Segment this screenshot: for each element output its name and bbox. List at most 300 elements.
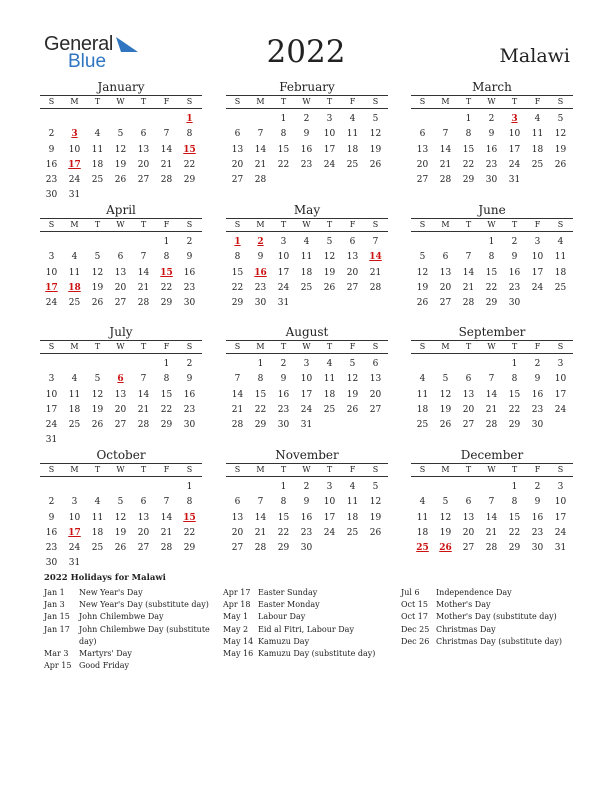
day-cell: 30 <box>254 298 267 309</box>
day-cell: 9 <box>488 129 495 140</box>
weekday-label: T <box>140 465 147 474</box>
day-cell: 16 <box>508 267 521 278</box>
day-cell: 8 <box>280 129 287 140</box>
holiday-date: Jan 17 <box>44 624 70 634</box>
day-cell: 24 <box>508 159 521 170</box>
day-cell: 28 <box>137 420 150 431</box>
holiday-date: Apr 18 <box>223 600 251 610</box>
day-cell: 25 <box>323 404 336 415</box>
day-cell: 11 <box>531 129 544 140</box>
day-cell: 28 <box>485 543 498 554</box>
day-cell: 5 <box>372 114 379 124</box>
month-name: March <box>472 80 512 94</box>
weekday-label: T <box>326 342 333 351</box>
day-cell: 18 <box>416 404 429 415</box>
day-cell: 13 <box>231 144 244 155</box>
empty-cell <box>480 480 503 495</box>
weekday-label: S <box>186 465 193 474</box>
day-cell: 12 <box>323 252 336 263</box>
empty-cell <box>109 112 132 127</box>
day-cell: 7 <box>442 129 449 140</box>
weekday-label: S <box>419 97 426 106</box>
day-cell: 8 <box>465 129 472 140</box>
holiday-day: 17 <box>45 282 58 293</box>
weekday-header <box>411 463 573 477</box>
empty-cell <box>226 112 249 127</box>
day-cell: 23 <box>300 527 313 538</box>
weekday-label: M <box>256 220 265 229</box>
day-cell: 18 <box>300 267 313 278</box>
empty-cell <box>226 480 249 495</box>
empty-cell <box>63 235 86 250</box>
day-cell: 6 <box>465 374 472 385</box>
day-cell: 22 <box>485 282 498 293</box>
day-cell: 2 <box>488 114 495 124</box>
holiday-name: Independence Day <box>436 588 512 597</box>
holiday-name: Labour Day <box>258 612 306 622</box>
weekday-label: S <box>557 465 564 474</box>
day-cell: 10 <box>323 129 336 140</box>
weekday-label: M <box>441 465 450 474</box>
day-cell: 29 <box>160 298 173 309</box>
month-name: January <box>97 80 145 94</box>
day-cell: 28 <box>439 175 452 186</box>
day-cell: 28 <box>369 282 382 293</box>
holiday-column <box>44 587 214 672</box>
day-cell: 24 <box>45 298 58 309</box>
day-cell: 13 <box>137 144 150 155</box>
day-cell: 24 <box>554 404 567 415</box>
day-cell: 29 <box>183 175 196 186</box>
day-cell: 14 <box>137 389 150 400</box>
empty-cell <box>155 480 178 495</box>
day-cell: 17 <box>554 512 567 523</box>
day-cell: 5 <box>326 237 333 247</box>
month-may <box>226 203 388 311</box>
day-cell: 28 <box>485 420 498 431</box>
day-cell: 22 <box>183 159 196 170</box>
day-cell: 9 <box>303 129 310 140</box>
day-cell: 26 <box>114 175 127 186</box>
day-cell: 12 <box>91 389 104 400</box>
day-cell: 23 <box>485 159 498 170</box>
holiday-date: Oct 15 <box>401 600 428 610</box>
day-cell: 24 <box>323 527 336 538</box>
holiday-row <box>223 648 393 660</box>
weekday-label: W <box>302 220 311 229</box>
day-cell: 19 <box>91 404 104 415</box>
holiday-date: Oct 17 <box>401 612 428 622</box>
day-cell: 16 <box>277 389 290 400</box>
day-cell: 2 <box>186 237 193 247</box>
day-cell: 14 <box>439 144 452 155</box>
day-cell: 24 <box>68 175 81 186</box>
day-cell: 5 <box>349 359 356 369</box>
day-cell: 15 <box>277 512 290 523</box>
day-cell: 11 <box>68 389 81 400</box>
day-cell: 7 <box>234 374 241 385</box>
day-cell: 26 <box>323 282 336 293</box>
day-cell: 3 <box>48 374 55 385</box>
day-cell: 11 <box>91 512 104 523</box>
country-name: Malawi <box>499 45 570 67</box>
holiday-row <box>223 624 393 636</box>
day-cell: 11 <box>68 267 81 278</box>
day-grid <box>226 480 388 556</box>
day-cell: 27 <box>346 282 359 293</box>
holiday-day: 15 <box>160 267 173 278</box>
weekday-label: S <box>48 465 55 474</box>
day-cell: 7 <box>257 497 264 508</box>
day-cell: 2 <box>511 237 518 247</box>
day-cell: 7 <box>257 129 264 140</box>
day-cell: 23 <box>45 543 58 554</box>
day-cell: 2 <box>534 482 541 492</box>
holiday-date: Dec 25 <box>401 624 430 634</box>
day-cell: 21 <box>254 527 267 538</box>
day-grid <box>411 480 573 556</box>
day-cell: 20 <box>462 404 475 415</box>
weekday-label: F <box>349 465 356 474</box>
weekday-label: W <box>116 465 125 474</box>
weekday-label: S <box>372 220 379 229</box>
day-cell: 8 <box>488 252 495 263</box>
day-cell: 27 <box>137 175 150 186</box>
weekday-label: W <box>487 465 496 474</box>
day-cell: 24 <box>323 159 336 170</box>
day-cell: 30 <box>277 420 290 431</box>
day-cell: 19 <box>323 267 336 278</box>
month-name: September <box>458 325 526 339</box>
holiday-day: 6 <box>117 374 124 385</box>
day-cell: 6 <box>234 497 241 508</box>
day-cell: 4 <box>349 114 356 124</box>
holiday-name: Christmas Day (substitute day) <box>436 636 562 646</box>
day-cell: 19 <box>554 144 567 155</box>
day-cell: 13 <box>137 512 150 523</box>
day-cell: 3 <box>326 114 333 124</box>
day-cell: 8 <box>163 252 170 263</box>
day-cell: 31 <box>277 298 290 309</box>
weekday-label: S <box>48 97 55 106</box>
day-cell: 10 <box>554 374 567 385</box>
day-cell: 1 <box>488 237 495 247</box>
weekday-header <box>411 218 573 232</box>
empty-cell <box>132 112 155 127</box>
weekday-label: F <box>534 465 541 474</box>
day-cell: 1 <box>280 114 287 124</box>
day-cell: 5 <box>94 374 101 385</box>
weekday-label: W <box>116 342 125 351</box>
weekday-label: T <box>280 342 287 351</box>
day-cell: 2 <box>48 129 55 140</box>
day-grid <box>411 235 573 311</box>
day-cell: 18 <box>68 404 81 415</box>
holiday-date: May 1 <box>223 612 249 622</box>
day-cell: 11 <box>416 389 429 400</box>
day-cell: 19 <box>114 159 127 170</box>
day-cell: 26 <box>416 298 429 309</box>
weekday-label: T <box>326 97 333 106</box>
day-cell: 19 <box>369 144 382 155</box>
day-cell: 20 <box>346 267 359 278</box>
day-cell: 26 <box>91 420 104 431</box>
day-cell: 22 <box>508 527 521 538</box>
weekday-label: S <box>372 97 379 106</box>
day-cell: 2 <box>303 482 310 492</box>
day-cell: 17 <box>554 389 567 400</box>
day-cell: 8 <box>234 252 241 263</box>
day-cell: 23 <box>531 527 544 538</box>
day-cell: 30 <box>183 420 196 431</box>
day-cell: 6 <box>419 129 426 140</box>
day-cell: 9 <box>534 374 541 385</box>
day-cell: 13 <box>114 267 127 278</box>
weekday-label: S <box>234 342 241 351</box>
weekday-label: S <box>419 342 426 351</box>
day-cell: 30 <box>508 298 521 309</box>
day-cell: 4 <box>71 374 78 385</box>
month-june <box>411 203 573 311</box>
day-cell: 3 <box>71 497 78 508</box>
day-cell: 6 <box>234 129 241 140</box>
month-august <box>226 325 388 433</box>
day-cell: 4 <box>419 374 426 385</box>
holiday-row <box>401 599 571 611</box>
weekday-label: T <box>280 220 287 229</box>
day-cell: 21 <box>137 282 150 293</box>
day-cell: 14 <box>160 144 173 155</box>
day-cell: 11 <box>91 144 104 155</box>
day-cell: 25 <box>91 543 104 554</box>
generalblue-logo <box>44 33 144 71</box>
holiday-date: Jan 15 <box>44 612 70 622</box>
day-cell: 30 <box>531 420 544 431</box>
day-cell: 15 <box>508 512 521 523</box>
weekday-label: W <box>302 342 311 351</box>
holiday-row <box>223 611 393 623</box>
holiday-name: Christmas Day <box>436 624 496 634</box>
day-cell: 3 <box>303 359 310 369</box>
day-cell: 20 <box>369 389 382 400</box>
day-cell: 2 <box>280 359 287 369</box>
day-cell: 28 <box>254 175 267 186</box>
day-cell: 29 <box>462 175 475 186</box>
day-cell: 28 <box>254 543 267 554</box>
weekday-label: S <box>234 220 241 229</box>
day-grid <box>411 112 573 188</box>
day-cell: 21 <box>160 527 173 538</box>
day-cell: 2 <box>303 114 310 124</box>
day-cell: 30 <box>45 190 58 201</box>
day-cell: 27 <box>231 175 244 186</box>
day-cell: 7 <box>163 497 170 508</box>
day-cell: 13 <box>416 144 429 155</box>
day-cell: 28 <box>160 543 173 554</box>
day-cell: 12 <box>346 374 359 385</box>
day-cell: 30 <box>531 543 544 554</box>
day-cell: 14 <box>137 267 150 278</box>
day-cell: 26 <box>439 420 452 431</box>
empty-cell <box>86 480 109 495</box>
day-cell: 22 <box>160 404 173 415</box>
weekday-label: W <box>116 220 125 229</box>
weekday-header <box>40 340 202 354</box>
empty-cell <box>457 357 480 372</box>
day-cell: 14 <box>485 389 498 400</box>
weekday-label: S <box>48 342 55 351</box>
empty-cell <box>411 112 434 127</box>
day-cell: 23 <box>254 282 267 293</box>
day-cell: 13 <box>114 389 127 400</box>
day-cell: 25 <box>416 420 429 431</box>
day-cell: 20 <box>114 404 127 415</box>
day-cell: 4 <box>94 497 101 508</box>
empty-cell <box>480 357 503 372</box>
day-cell: 26 <box>369 527 382 538</box>
holiday-date: Apr 17 <box>223 588 251 597</box>
day-cell: 18 <box>323 389 336 400</box>
weekday-label: T <box>280 465 287 474</box>
month-november <box>226 448 388 556</box>
day-cell: 6 <box>442 252 449 263</box>
day-cell: 12 <box>439 389 452 400</box>
day-cell: 5 <box>94 252 101 263</box>
weekday-label: F <box>349 342 356 351</box>
month-july <box>40 325 202 449</box>
day-cell: 14 <box>462 267 475 278</box>
day-cell: 15 <box>277 144 290 155</box>
holiday-date: May 16 <box>223 649 254 659</box>
day-cell: 12 <box>91 267 104 278</box>
weekday-label: W <box>116 97 125 106</box>
weekday-label: T <box>94 465 101 474</box>
day-cell: 22 <box>254 404 267 415</box>
day-cell: 27 <box>369 404 382 415</box>
day-cell: 16 <box>183 267 196 278</box>
day-cell: 31 <box>508 175 521 186</box>
day-cell: 20 <box>462 527 475 538</box>
day-cell: 24 <box>531 282 544 293</box>
day-cell: 12 <box>554 129 567 140</box>
holiday-row <box>44 624 214 648</box>
weekday-label: T <box>140 97 147 106</box>
day-cell: 29 <box>254 420 267 431</box>
weekday-label: T <box>326 220 333 229</box>
day-cell: 8 <box>511 374 518 385</box>
day-cell: 21 <box>462 282 475 293</box>
day-cell: 6 <box>349 237 356 247</box>
weekday-label: S <box>186 97 193 106</box>
day-cell: 2 <box>186 359 193 369</box>
day-cell: 7 <box>140 252 147 263</box>
day-cell: 10 <box>554 497 567 508</box>
day-cell: 21 <box>160 159 173 170</box>
day-cell: 21 <box>254 159 267 170</box>
day-cell: 1 <box>511 482 518 492</box>
day-cell: 1 <box>163 359 170 369</box>
empty-cell <box>249 112 272 127</box>
day-cell: 22 <box>462 159 475 170</box>
day-cell: 26 <box>114 543 127 554</box>
weekday-header <box>40 218 202 232</box>
day-cell: 25 <box>346 159 359 170</box>
day-cell: 10 <box>300 374 313 385</box>
weekday-label: M <box>256 342 265 351</box>
day-cell: 7 <box>488 374 495 385</box>
weekday-label: M <box>256 97 265 106</box>
day-cell: 25 <box>554 282 567 293</box>
logo-triangle-icon <box>116 35 138 53</box>
day-cell: 18 <box>416 527 429 538</box>
day-cell: 13 <box>462 389 475 400</box>
day-cell: 6 <box>465 497 472 508</box>
empty-cell <box>109 357 132 372</box>
day-grid <box>40 235 202 311</box>
day-cell: 28 <box>462 298 475 309</box>
day-cell: 4 <box>303 237 310 247</box>
day-cell: 17 <box>508 144 521 155</box>
weekday-label: M <box>441 342 450 351</box>
day-cell: 24 <box>45 420 58 431</box>
day-cell: 9 <box>48 512 55 523</box>
day-cell: 11 <box>300 252 313 263</box>
day-cell: 21 <box>485 527 498 538</box>
day-cell: 26 <box>91 298 104 309</box>
holiday-name: Mother's Day (substitute day) <box>436 612 557 622</box>
day-cell: 25 <box>531 159 544 170</box>
holiday-row <box>44 587 214 599</box>
day-cell: 1 <box>511 359 518 369</box>
day-cell: 6 <box>117 252 124 263</box>
day-cell: 17 <box>277 267 290 278</box>
weekday-header <box>226 340 388 354</box>
day-cell: 8 <box>163 374 170 385</box>
day-cell: 2 <box>48 497 55 508</box>
day-cell: 9 <box>280 374 287 385</box>
day-cell: 3 <box>48 252 55 263</box>
holiday-day: 1 <box>234 237 241 247</box>
holiday-row <box>401 624 571 636</box>
month-name: July <box>109 325 133 339</box>
weekday-header <box>226 95 388 109</box>
holiday-date: Apr 15 <box>44 661 72 671</box>
weekday-label: F <box>534 342 541 351</box>
holiday-name: Eid al Fitri, Labour Day <box>258 624 354 634</box>
empty-cell <box>86 357 109 372</box>
day-cell: 1 <box>163 237 170 247</box>
day-cell: 18 <box>346 144 359 155</box>
day-cell: 15 <box>508 389 521 400</box>
empty-cell <box>411 357 434 372</box>
day-cell: 13 <box>439 267 452 278</box>
day-cell: 31 <box>45 435 58 446</box>
day-cell: 5 <box>372 482 379 492</box>
holiday-day: 15 <box>183 144 196 155</box>
empty-cell <box>40 480 63 495</box>
holiday-date: May 2 <box>223 624 249 634</box>
day-cell: 20 <box>114 282 127 293</box>
holiday-row <box>223 587 393 599</box>
day-cell: 10 <box>68 144 81 155</box>
day-cell: 21 <box>485 404 498 415</box>
weekday-label: S <box>48 220 55 229</box>
day-cell: 11 <box>323 374 336 385</box>
day-grid <box>226 357 388 433</box>
day-cell: 14 <box>485 512 498 523</box>
holiday-row <box>401 587 571 599</box>
day-cell: 29 <box>485 298 498 309</box>
